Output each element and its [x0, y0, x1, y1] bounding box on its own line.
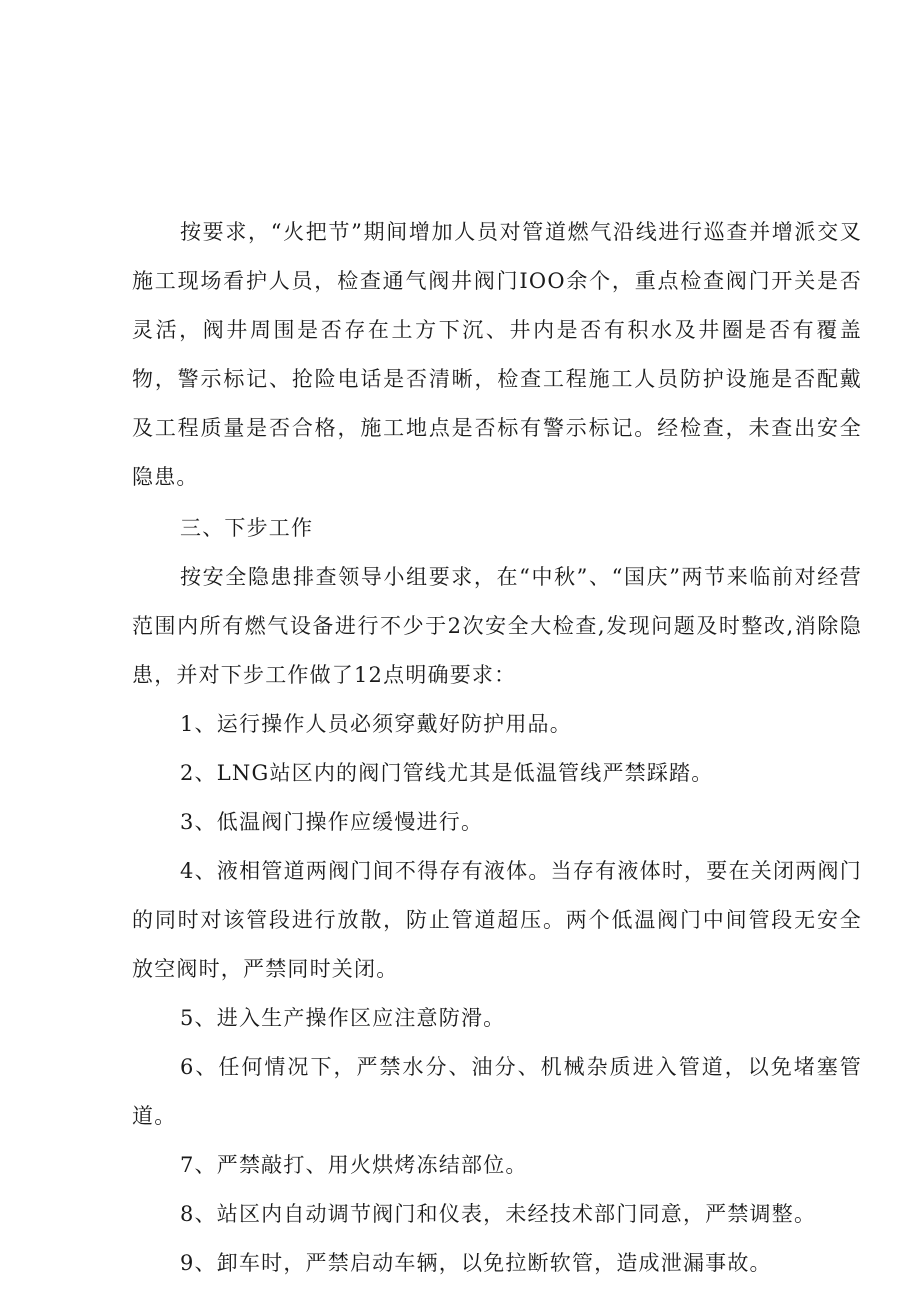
paragraph-requirements-intro: 按安全隐患排查领导小组要求，在“中秋”、“国庆”两节来临前对经营范围内所有燃气设备进行不少于2次安全大检查,发现问题及时整改,消除隐患，并对下步工作做了12点明确要求：: [132, 565, 862, 687]
list-item: 3、低温阀门操作应缓慢进行。: [180, 810, 484, 834]
list-item: 9、卸车时，严禁启动车辆，以免拉断软管，造成泄漏事故。: [180, 1251, 772, 1275]
document-page: [132, 208, 862, 1288]
list-item: 4、液相管道两阀门间不得存有液体。当存有液体时，要在关闭两阀门的同时对该管段进行放散，防止管道超压。两个低温阀门中间管段无安全放空阀时，严禁同时关闭。: [132, 859, 862, 981]
list-item: 1、运行操作人员必须穿戴好防护用品。: [180, 712, 572, 736]
list-item: 6、任何情况下，严禁水分、油分、机械杂质进入管道，以免堵塞管道。: [132, 1055, 862, 1128]
list-item: 7、严禁敲打、用火烘烤冻结部位。: [180, 1153, 528, 1177]
section-heading: 三、下步工作: [180, 516, 314, 540]
list-item: 5、进入生产操作区应注意防滑。: [180, 1006, 506, 1030]
list-item: 8、站区内自动调节阀门和仪表，未经技术部门同意，严禁调整。: [180, 1202, 817, 1226]
paragraph-inspection: 按要求，“火把节”期间增加人员对管道燃气沿线进行巡查并增派交叉施工现场看护人员，检查通气阀井阀门IOO余个，重点检查阀门开关是否灵活，阀井周围是否存在土方下沉、井内是否有积水及井圈是否有覆盖物，警示标记、抢险电话是否清晰，检查工程施工人员防护设施是否配戴及工程质量是否合格，施工地点是否标有警示标记。经检查，未查出安全隐患。: [132, 220, 862, 489]
list-item: 2、LNG站区内的阀门管线尤其是低温管线严禁踩踏。: [180, 761, 714, 785]
